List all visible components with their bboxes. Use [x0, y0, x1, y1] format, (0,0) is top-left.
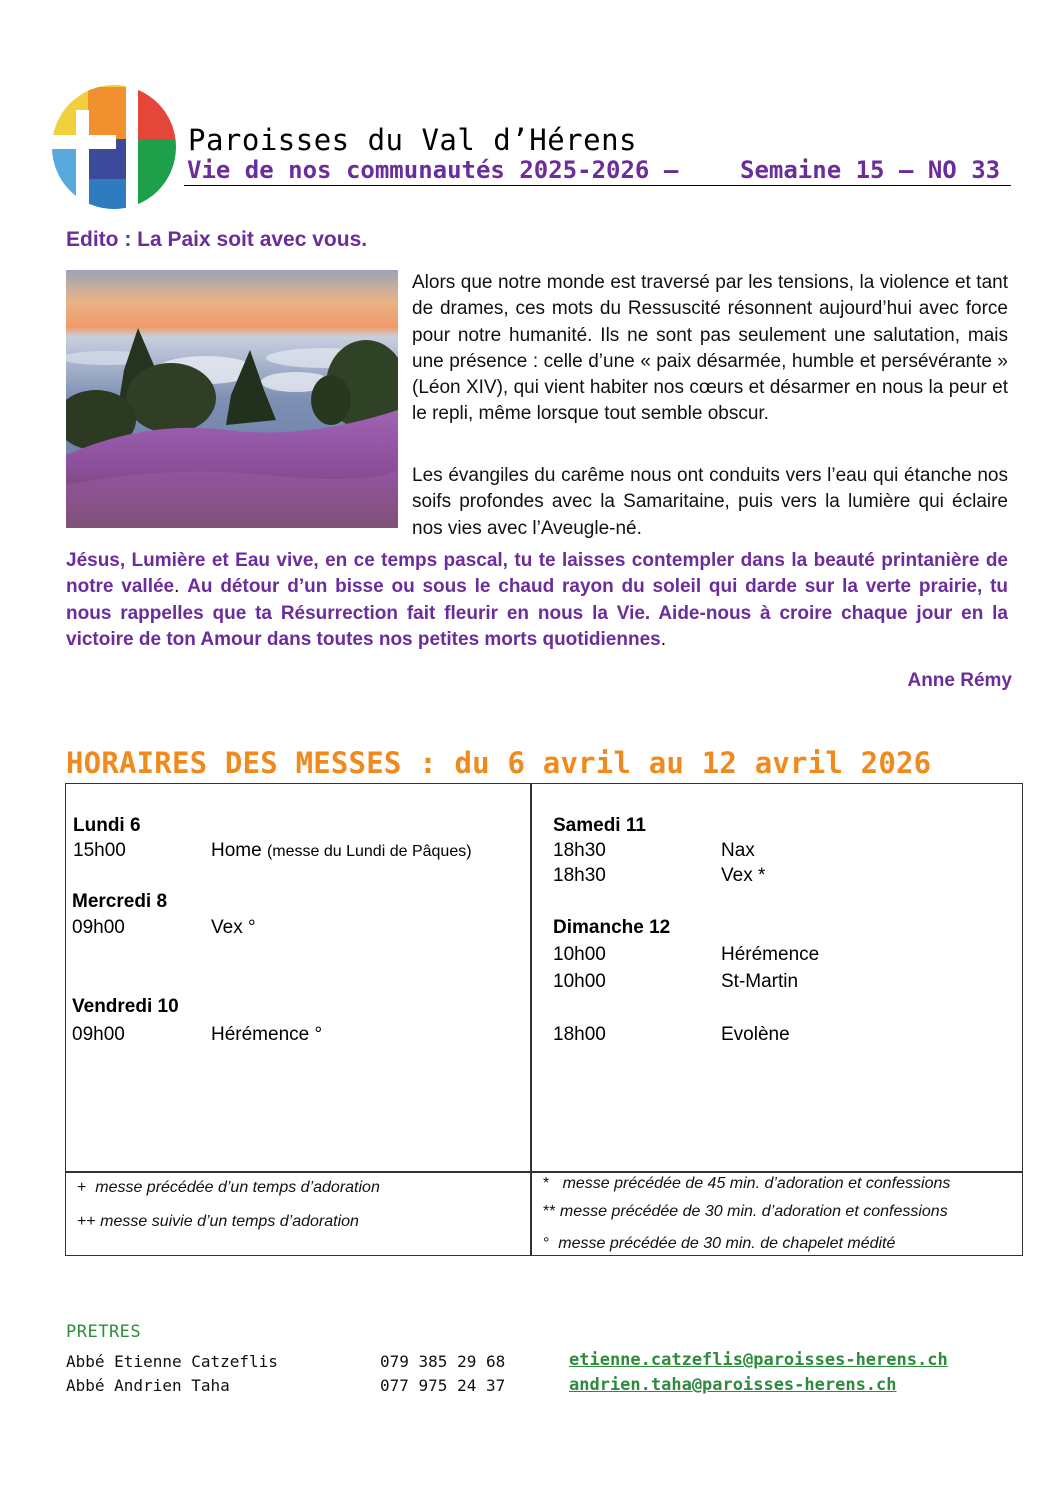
mass-time: 18h30	[553, 840, 606, 861]
priest-name: Abbé Andrien Taha	[66, 1376, 230, 1395]
legend-item	[77, 1179, 380, 1197]
schedule-column-divider	[530, 783, 532, 1256]
mass-time: 10h00	[553, 944, 606, 965]
legend-symbol: **	[543, 1203, 556, 1220]
newsletter-title: Paroisses du Val d’Hérens	[188, 123, 637, 157]
priest-name: Abbé Etienne Catzeflis	[66, 1352, 278, 1371]
legend-item	[77, 1213, 359, 1231]
mass-place: Hérémence	[721, 944, 820, 965]
mass-time: 09h00	[72, 917, 125, 938]
priest-phone[interactable]: 077 975 24 37	[380, 1376, 506, 1395]
edito-author: Anne Rémy	[907, 670, 1012, 691]
prayer-part-1: Jésus, Lumière et Eau vive, en ce temps pascal, tu te laisses contempler dans la beauté printanière de notre vallée	[66, 550, 1008, 598]
legend-item	[543, 1203, 948, 1221]
legend-symbol: *	[543, 1175, 550, 1192]
priest-email-link[interactable]: andrien.taha@paroisses-herens.ch	[569, 1375, 897, 1395]
day-heading: Samedi 11	[553, 815, 646, 836]
legend-text: messe précédée d’un temps d’adoration	[95, 1179, 380, 1196]
mass-time: 18h00	[553, 1024, 606, 1045]
priests-heading: PRETRES	[66, 1322, 142, 1342]
mass-note: (messe du Lundi de Pâques)	[266, 843, 472, 860]
edito-paragraph-1: Alors que notre monde est traversé par les tensions, la violence et tant de drames, ces mots du Ressuscité résonnent aujourd’hui avec force pour notre humanité. Ils ne sont pas seulement une salutation, mais une présence : celle d’une « paix désarmée, humble et persévérante » (Léon XIV), qui vient habiter nos cœurs et désarmer en nous la peur et le repli, même lorsque tout semble obscur.	[412, 272, 1008, 425]
mass-time: 15h00	[73, 840, 126, 861]
mass-place: St-Martin	[721, 971, 799, 992]
legend-symbol: ++	[77, 1213, 96, 1230]
mass-place: Evolène	[721, 1024, 790, 1045]
legend-text: messe suivie d’un temps d’adoration	[100, 1213, 359, 1230]
edito-paragraph-2: Les évangiles du carême nous ont conduits vers l’eau qui étanche nos soifs profondes avec la Samaritaine, puis vers la lumière qui éclaire nos vies avec l’Aveugle-né.	[412, 465, 1008, 539]
edito-prayer: Jésus, Lumière et Eau vive, en ce temps pascal, tu te laisses contempler dans la beauté printanière de notre vallée. Au détour d’un bisse ou sous le chaud rayon du soleil qui darde sur la verte prairie, tu nous rappelles que ta Résurrection fait fleurir en nous la Vie. Aide-nous à croire chaque jour en la victoire de ton Amour dans toutes nos petites morts quotidiennes.	[66, 550, 1008, 650]
edito-title: Edito : La Paix soit avec vous.	[66, 228, 368, 251]
mass-place: Nax	[721, 840, 755, 861]
schedule-legend-divider	[65, 1171, 1023, 1173]
day-heading: Dimanche 12	[553, 917, 671, 938]
day-heading: Vendredi 10	[72, 996, 179, 1017]
edito-photo	[66, 270, 398, 528]
parish-logo	[51, 84, 177, 210]
legend-symbol: °	[543, 1235, 550, 1252]
legend-text: messe précédée de 45 min. d’adoration et confessions	[562, 1175, 951, 1192]
legend-item	[543, 1235, 895, 1253]
mass-time: 10h00	[553, 971, 606, 992]
schedule-title: HORAIRES DES MESSES : du 6 avril au 12 avril 2026	[66, 746, 932, 780]
legend-text: messe précédée de 30 min. de chapelet médité	[558, 1235, 896, 1252]
newsletter-subtitle: Vie de nos communautés 2025-2026 –	[187, 156, 679, 184]
day-heading: Mercredi 8	[72, 891, 168, 912]
mass-time: 18h30	[553, 865, 606, 886]
prayer-part-2: Au détour d’un bisse ou sous le chaud rayon du soleil qui darde sur la verte prairie, tu nous rappelles que ta Résurrection fait fleurir en nous la Vie. Aide-nous à croire chaque jour en la victoire de ton Amour dans toutes nos petites morts quotidiennes	[66, 576, 1008, 650]
mass-place	[211, 840, 472, 862]
header-divider	[184, 185, 1011, 186]
legend-symbol: +	[77, 1179, 87, 1196]
priest-phone[interactable]: 079 385 29 68	[380, 1352, 506, 1371]
mass-place: Hérémence °	[211, 1024, 323, 1045]
legend-text: messe précédée de 30 min. d’adoration et confessions	[559, 1203, 948, 1220]
legend-item	[543, 1175, 950, 1193]
mass-place: Vex *	[721, 865, 766, 886]
mass-time: 09h00	[72, 1024, 125, 1045]
issue-number: Semaine 15 – NO 33	[740, 156, 1001, 184]
day-heading: Lundi 6	[73, 815, 141, 836]
mass-place: Vex °	[211, 917, 256, 938]
priest-email-link[interactable]: etienne.catzeflis@paroisses-herens.ch	[569, 1350, 948, 1370]
mass-place-name: Home	[211, 840, 262, 861]
